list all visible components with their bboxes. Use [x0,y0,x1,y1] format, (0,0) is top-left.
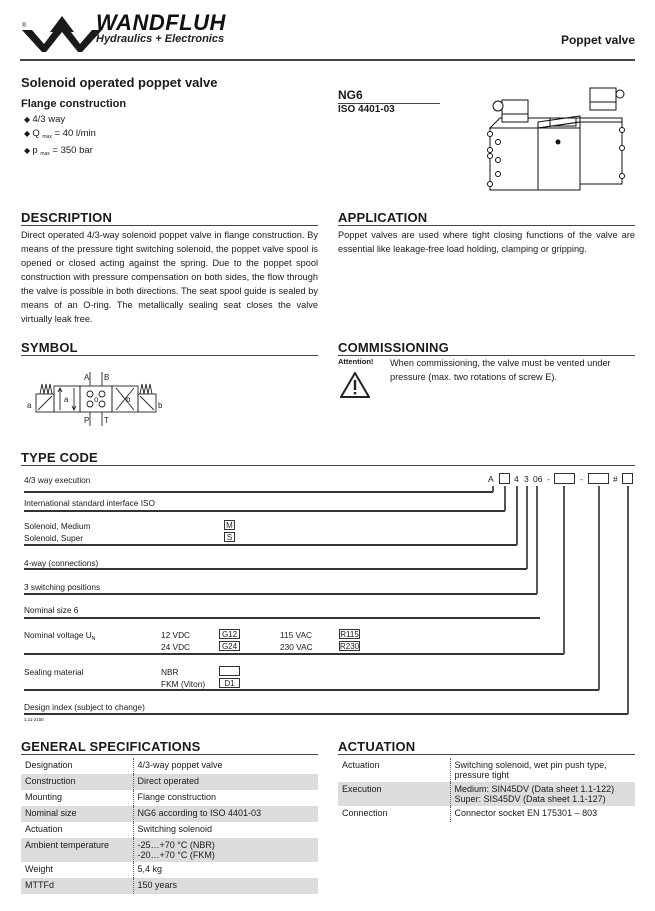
application-section [338,210,635,256]
tc-vline-4 [526,486,528,569]
spec-key: Construction [21,774,133,790]
sealing-fkm: FKM (Viton) [161,679,206,689]
product-title: Solenoid operated poppet valve [21,75,218,90]
code-char-a: A [488,474,494,484]
code-option-r230[interactable]: R230 [340,642,360,651]
spec-key: Nominal size [21,806,133,822]
tc-row-voltage: Nominal voltage $U_N$ [24,630,96,642]
tc-vline-1 [492,486,494,492]
voltage-12vdc: 12 VDC [161,630,191,640]
svg-text:B: B [104,373,110,382]
code-option-d1[interactable]: D1 [219,678,240,688]
spec-value: Flange construction [133,790,318,806]
tc-line-6 [24,617,540,619]
spec-key: Connection [342,808,388,818]
tc-vline-7 [563,486,565,654]
table-row [21,822,318,838]
tc-line-2 [24,510,505,512]
commissioning-heading: COMMISSIONING [338,340,635,356]
svg-text:T: T [104,416,109,425]
tc-line-4 [24,568,527,570]
header-divider [20,59,635,61]
table-row [21,838,318,862]
product-subtitle: Flange construction [21,98,127,110]
nominal-size: NG6 [338,88,440,104]
svg-text:o: o [94,395,99,404]
spec-value: 150 years [133,878,318,894]
table-row [21,878,318,894]
symbol-section [21,340,318,356]
application-text: Poppet valves are used where tight closing functions of the valve are essential like leakage-free load holding, clamping or gripping. [338,230,635,254]
spec-key: Actuation [25,824,63,834]
type-code-section [21,450,635,466]
tc-vline-3 [516,486,518,545]
code-hash: # [613,474,618,484]
table-row [21,758,318,774]
description-section [21,210,318,326]
code-design-index-box[interactable] [622,473,633,484]
table-row [338,758,635,782]
description-text: Direct operated 4/3-way solenoid poppet valve in flange construction. By means of the pressure tight switching solenoid, the poppet valve spool is opened or closed acting against the spring. Due to the poppet spool construction with pressure compensation on both sides, the flow through the valve is possible in both directions. The seat spool guide is sealed by means of an O-ring. The metallically sealing seat closes the valve virtually leak free. [21,230,318,324]
svg-text:A: A [84,373,90,382]
commissioning-section [338,340,635,356]
tc-row-positions: 3 switching positions [24,582,101,592]
spec-value: 4/3-way poppet valve [133,758,318,774]
table-row [21,790,318,806]
sealing-nbr: NBR [161,667,179,677]
table-row [21,806,318,822]
tc-row-design-index: Design index (subject to change) [24,702,145,712]
spec-key: Weight [25,864,53,874]
spec-key: Execution [338,782,450,806]
table-row [338,806,635,822]
actuation-table [338,758,635,822]
voltage-230vac: 230 VAC [280,642,313,652]
table-row [338,782,635,806]
symbol-heading: SYMBOL [21,340,318,356]
code-option-m[interactable]: M [224,520,235,530]
tc-row-solenoid-medium: Solenoid, Medium [24,521,91,531]
code-solenoid-box[interactable] [499,473,510,484]
tc-vline-8 [598,486,600,690]
tc-vline-2 [504,486,506,511]
valve-drawing-icon [480,86,630,196]
general-specs-section [21,739,318,894]
general-specs-table [21,758,318,894]
tc-line-3 [24,544,517,546]
spec-key: Designation [25,760,73,770]
tc-line-9 [24,713,628,715]
feature-way: ◆ 4/3 way [24,113,96,127]
tc-line-5 [24,593,537,595]
code-char-3: 3 [524,474,529,484]
svg-text:b: b [158,401,163,410]
commissioning-text: When commissioning, the valve must be vented under pressure (max. two rotations of screw E). [390,358,611,382]
tc-row-4way: 4-way (connections) [24,558,99,568]
attention-label: Attention! [338,357,374,366]
tc-row-solenoid-super: Solenoid, Super [24,533,84,543]
tc-line-7 [24,653,564,655]
code-char-4: 4 [514,474,519,484]
svg-text:P: P [84,416,90,425]
actuation-heading: ACTUATION [338,739,635,755]
type-code-heading: TYPE CODE [21,450,635,466]
tc-vline-9 [627,486,629,714]
spec-value: 5,4 kg [133,862,318,878]
hydraulic-symbol-icon [24,368,169,428]
tc-vline-5 [536,486,538,594]
product-category: Poppet valve [560,33,635,47]
voltage-24vdc: 24 VDC [161,642,191,652]
brand-tagline: Hydraulics + Electronics [96,33,225,45]
warning-triangle-icon [340,372,370,398]
table-row [21,862,318,878]
spec-value: -25…+70 °C (NBR) -20…+70 °C (FKM) [133,838,318,862]
code-dash-2: - [580,474,583,484]
spec-key: MTTFd [21,878,133,894]
svg-text:a: a [64,395,69,404]
code-option-s[interactable]: S [224,532,235,542]
code-char-size: 06 [533,474,543,484]
tc-line-8 [24,689,599,691]
svg-text:a: a [27,401,32,410]
spec-value: Connector socket EN 175301 – 803 [450,806,635,822]
spec-value: Medium: SIN45DV (Data sheet 1.1-122) Super: SIS45DV (Data sheet 1.1-127) [450,782,635,806]
actuation-section [338,739,635,822]
tc-line-1 [24,491,493,493]
registered-mark: ® [22,23,27,29]
code-option-g24[interactable]: G24 [219,641,240,651]
spec-key: Mounting [25,792,63,802]
document-number: 1.11-2150 [24,717,44,722]
code-option-r115[interactable]: R115 [340,630,359,639]
tc-row-execution: 4/3 way execution [24,475,91,485]
spec-key: Actuation [342,760,380,770]
feature-flow: ◆ Q $_{max}$ = 40 l/min [24,127,96,144]
wandfluh-logo-icon [22,10,102,52]
code-voltage-box[interactable] [554,473,575,484]
table-row [21,774,318,790]
spec-value: NG6 according to ISO 4401-03 [133,806,318,822]
spec-key: Ambient temperature [21,838,133,862]
tc-row-sealing: Sealing material [24,667,84,677]
svg-text:b: b [126,395,131,404]
feature-list [24,113,96,161]
spec-value: Switching solenoid, wet pin push type, pressure tight [450,758,635,782]
iso-standard: ISO 4401-03 [338,104,395,115]
spec-value: Switching solenoid [133,822,318,838]
code-dash-1: - [547,474,550,484]
code-option-nbr[interactable] [219,666,240,676]
application-heading: APPLICATION [338,210,635,226]
voltage-115vac: 115 VAC [280,630,312,640]
code-sealing-box[interactable] [588,473,609,484]
tc-row-nominal-size: Nominal size 6 [24,605,79,615]
description-heading: DESCRIPTION [21,210,318,226]
tc-row-iso: International standard interface ISO [24,498,155,508]
feature-pressure: ◆ p $_{max}$ = 350 bar [24,144,96,161]
general-specs-heading: GENERAL SPECIFICATIONS [21,739,318,755]
spec-value: Direct operated [133,774,318,790]
code-option-g12[interactable]: G12 [219,629,240,639]
brand-name: WANDFLUH [96,10,226,35]
